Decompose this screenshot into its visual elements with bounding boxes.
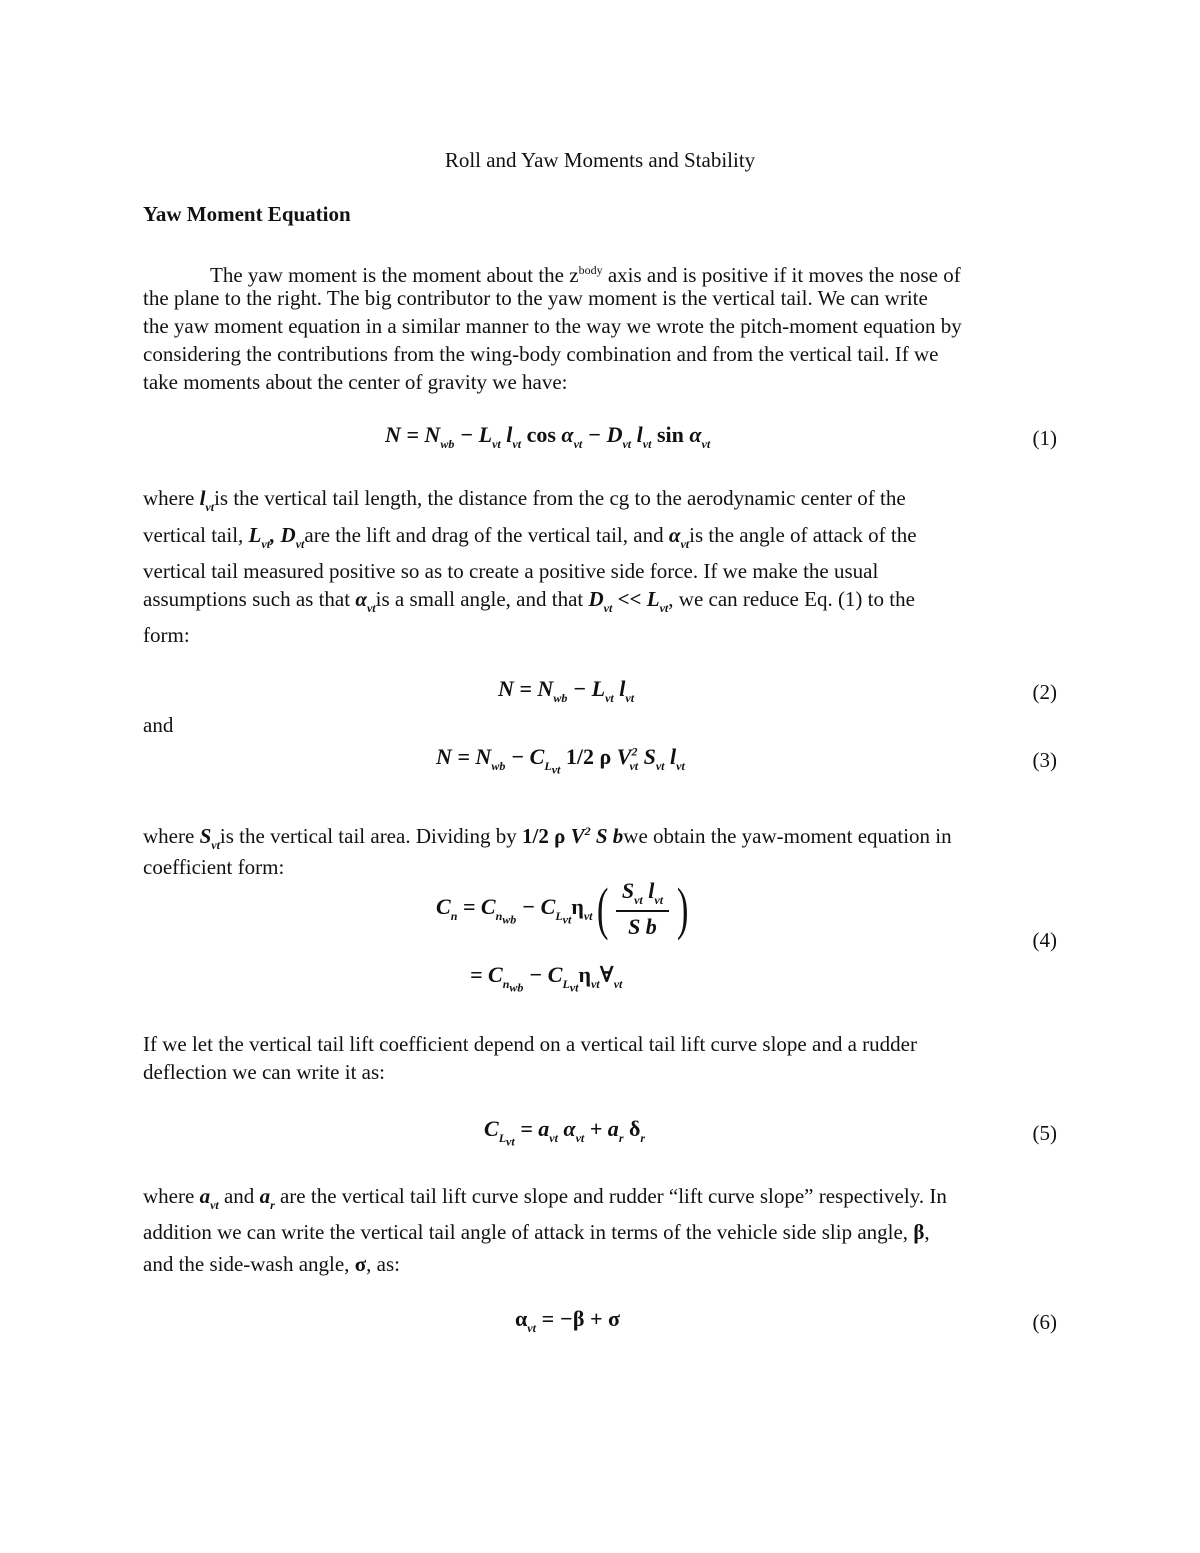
p2-line-5: form: bbox=[143, 623, 190, 647]
p2-line-2: vertical tail, $L_{vt}$, $D_{vt}are$ the lift and drag of the vertical tail, and $\alpha_{vt}is$ the angle of attack of the bbox=[143, 523, 917, 551]
equation-5: $C_{L_{vt}} = a_{vt}$ $\alpha_{vt} + a_r$ $\delta_r$ bbox=[484, 1116, 646, 1149]
p2-line-4: assumptions such as that $\alpha_{vt}is$ a small angle, and that $D_{vt} << L_{vt}$, we can reduce Eq. (1) to the bbox=[143, 587, 915, 615]
equation-number-5: (5) bbox=[1032, 1121, 1057, 1145]
and-label: and bbox=[143, 713, 174, 737]
page-title: Roll and Yaw Moments and Stability bbox=[444, 148, 756, 172]
equation-number-2: (2) bbox=[1032, 680, 1057, 704]
section-heading: Yaw Moment Equation bbox=[143, 202, 351, 226]
equation-number-3: (3) bbox=[1032, 748, 1057, 772]
equation-2: $N = N_{wb} - L_{vt}$ $l_{vt}$ bbox=[498, 676, 635, 705]
equation-6: $\alpha_{vt} = -\beta + \sigma$ bbox=[515, 1306, 620, 1335]
p1-line-5: take moments about the center of gravity we have: bbox=[143, 370, 568, 394]
p4-line-1: If we let the vertical tail lift coefficient depend on a vertical tail lift curve slope and a rudder bbox=[143, 1032, 917, 1056]
equation-number-4: (4) bbox=[1032, 928, 1057, 952]
equation-1: $N = N_{wb} - L_{vt}$ $l_{vt}$ $\cos \alpha_{vt} - D_{vt}$ $l_{vt}$ $\sin \alpha_{vt}$ bbox=[385, 422, 711, 451]
equation-3: $N = N_{wb} - C_{L_{vt}}$ 1/2 ρ $V^2_{vt}$ $S_{vt}$ $l_{vt}$ bbox=[436, 744, 685, 777]
equation-4-line-2: = $C_{n_{wb}}$ − $C_{L_{vt}}\eta_{vt}\forall_{vt}$ bbox=[470, 962, 623, 995]
p1-line-2: the plane to the right. The big contributor to the yaw moment is the vertical tail. We can write bbox=[143, 286, 928, 310]
p1-line-4: considering the contributions from the wing-body combination and from the vertical tail. If we bbox=[143, 342, 939, 366]
p5-line-1: where $a_{vt}$ and $a_r$ are the vertical tail lift curve slope and rudder “lift curve slope” respectively. In bbox=[143, 1184, 947, 1212]
p1-line-1: The yaw moment is the moment about the $z^{body}$ axis and is positive if it moves the nose of bbox=[210, 263, 961, 287]
equation-4-line-1: $C_n = C_{n_{wb}} - C_{L_{vt}}\eta_{vt}$( $\frac{S_{vt} l_{vt}}{\text{S b}}$ ) bbox=[436, 876, 689, 941]
p1-line-3: the yaw moment equation in a similar manner to the way we wrote the pitch-moment equation by bbox=[143, 314, 962, 338]
p2-line-1: where $l_{vt}is$ the vertical tail length, the distance from the cg to the aerodynamic center of the bbox=[143, 486, 906, 514]
equation-number-1: (1) bbox=[1032, 426, 1057, 450]
p5-line-3: and the side-wash angle, σ, as: bbox=[143, 1252, 400, 1276]
p4-line-2: deflection we can write it as: bbox=[143, 1060, 385, 1084]
p3-line-2: coefficient form: bbox=[143, 855, 285, 879]
equation-number-6: (6) bbox=[1032, 1310, 1057, 1334]
p3-line-1: where $S_{vt}is$ the vertical tail area. Dividing by 1/2 ρ $V^2$ S bwe obtain the yaw-moment equation in bbox=[143, 824, 952, 852]
p2-line-3: vertical tail measured positive so as to create a positive side force. If we make the usual bbox=[143, 559, 879, 583]
p5-line-2: addition we can write the vertical tail angle of attack in terms of the vehicle side slip angle, β, bbox=[143, 1220, 930, 1244]
